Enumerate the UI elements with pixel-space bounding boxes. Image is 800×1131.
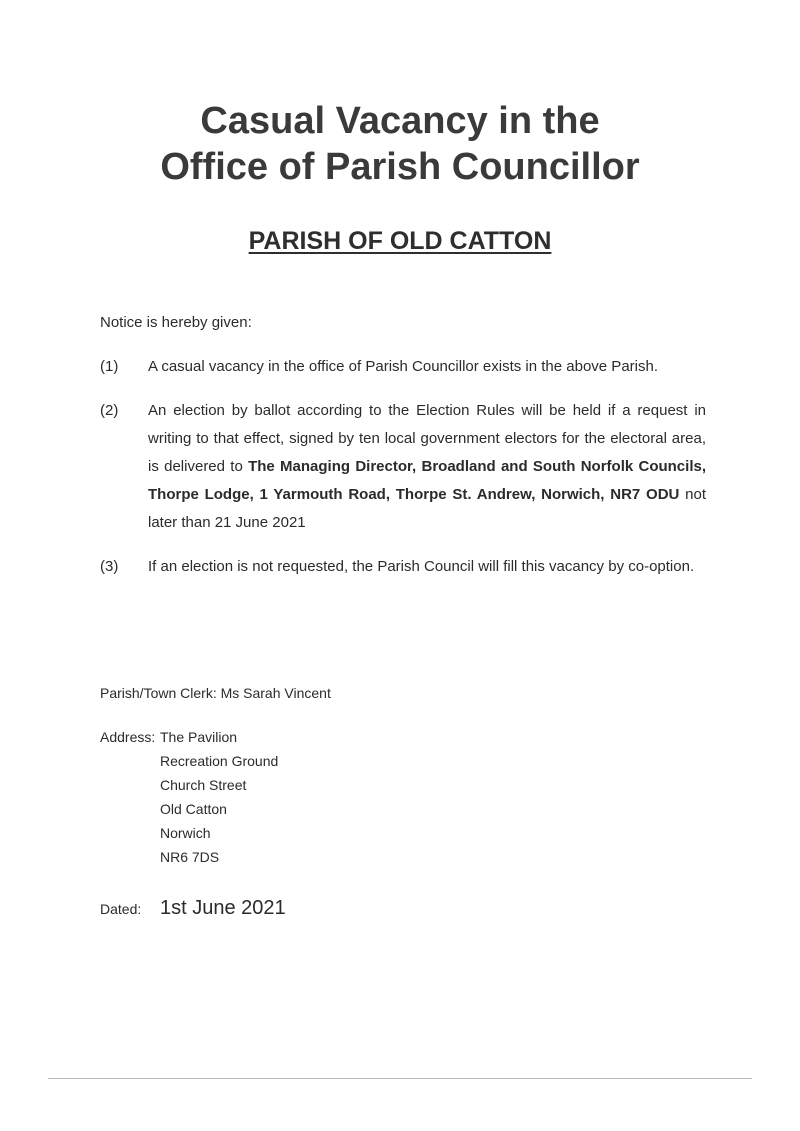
address-line: The Pavilion — [160, 729, 238, 745]
item-text — [148, 397, 706, 537]
notice-item-2 — [100, 397, 706, 537]
address-line: Church Street — [160, 777, 247, 793]
item-text-after: not later than 21 June 2021 — [148, 486, 706, 531]
clerk-address — [100, 725, 278, 869]
title-line-1: Casual Vacancy in the — [200, 100, 600, 142]
item-number: (2) — [100, 402, 119, 419]
address-label: Address: — [100, 729, 156, 745]
delivery-address: The Managing Director, Broadland and South Norfolk Councils, Thorpe Lodge, 1 Yarmouth Road, Thorpe St. Andrew, Norwich, NR7 ODU — [148, 458, 706, 503]
date-line — [100, 897, 286, 920]
item-text-before: An election by ballot according to the Election Rules will be held if a request in writing to that effect, signed by ten local government electors for the electoral area, is delivered to — [148, 402, 706, 475]
address-line: Norwich — [160, 825, 211, 841]
footer-divider — [48, 1078, 752, 1079]
address-lines — [160, 725, 278, 869]
dated-label: Dated: — [100, 901, 142, 917]
address-line: Recreation Ground — [160, 753, 279, 769]
address-line: Old Catton — [160, 801, 227, 817]
notice-intro: Notice is hereby given: — [100, 314, 252, 331]
item-text: A casual vacancy in the office of Parish Councillor exists in the above Parish. — [148, 358, 658, 375]
item-number: (3) — [100, 558, 119, 575]
item-text: If an election is not requested, the Parish Council will fill this vacancy by co-option. — [148, 558, 695, 575]
item-number: (1) — [100, 358, 119, 375]
clerk-name: Parish/Town Clerk: Ms Sarah Vincent — [100, 685, 331, 701]
title-line-2: Office of Parish Councillor — [160, 146, 640, 188]
parish-heading: PARISH OF OLD CATTON — [248, 227, 552, 255]
address-line: NR6 7DS — [160, 849, 220, 865]
notice-item-3 — [100, 553, 706, 581]
notice-item-1 — [100, 353, 706, 381]
dated-value: 1st June 2021 — [160, 897, 286, 919]
